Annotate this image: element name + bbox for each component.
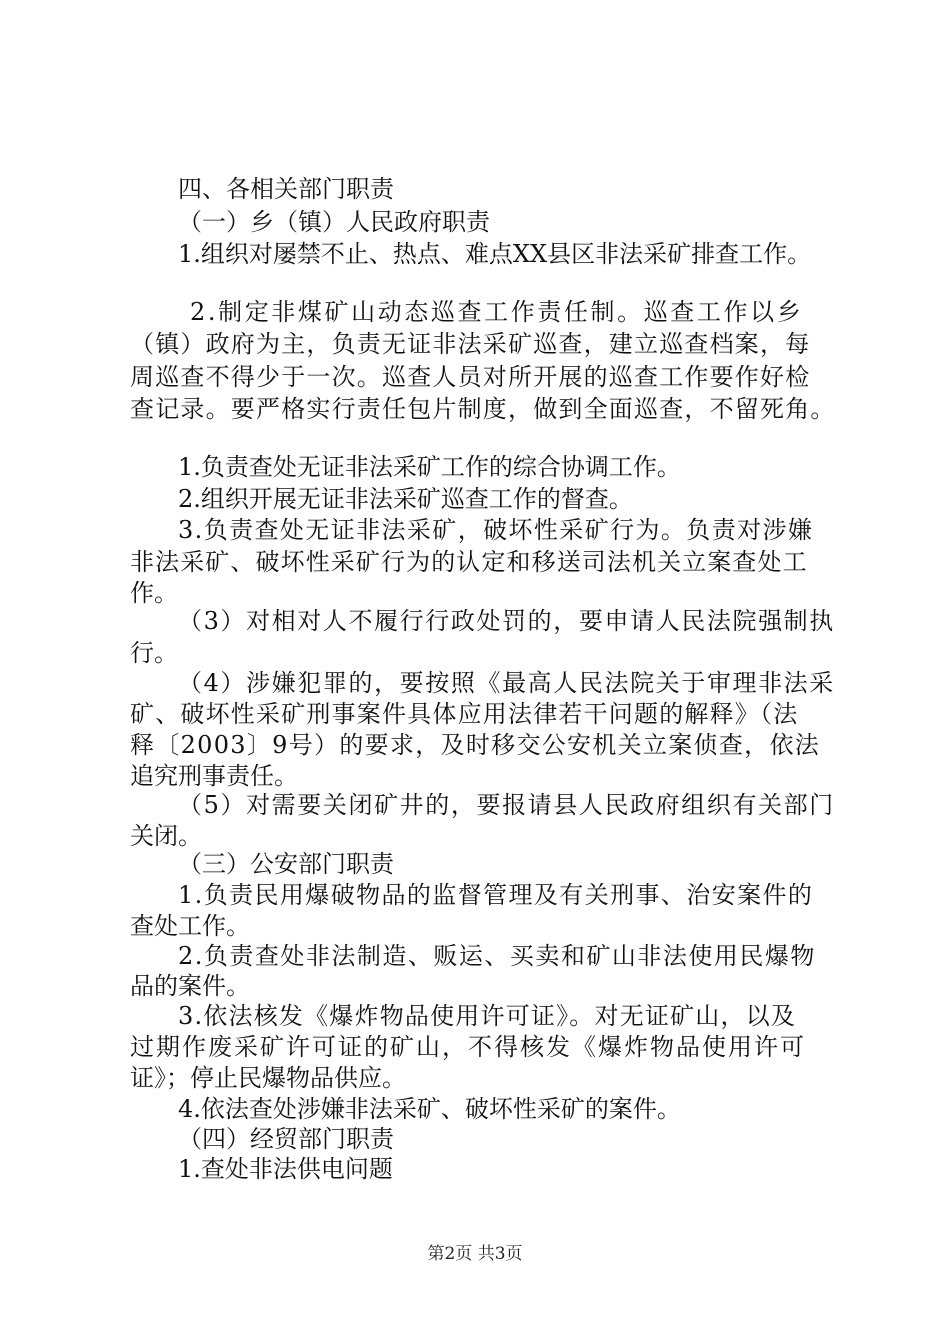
paragraph-line: 证》；停止民爆物品供应。 xyxy=(130,1064,406,1092)
page-number-footer: 第2页 共3页 xyxy=(427,1244,523,1264)
subsection-heading: （一）乡（镇）人民政府职责 xyxy=(178,208,490,236)
paragraph-line: 行。 xyxy=(130,639,178,667)
paragraph-line: （4）涉嫌犯罪的，要按照《最高人民法院关于审理非法采 xyxy=(178,669,835,697)
paragraph-line: 释〔2003〕9号）的要求，及时移交公安机关立案侦查，依法 xyxy=(130,731,821,759)
paragraph-line: 查记录。要严格实行责任包片制度，做到全面巡查，不留死角。 xyxy=(130,395,836,423)
paragraph-line: 过期作废采矿许可证的矿山，不得核发《爆炸物品使用许可 xyxy=(130,1033,806,1061)
paragraph-line: （5）对需要关闭矿井的，要报请县人民政府组织有关部门 xyxy=(178,791,835,819)
paragraph-line: 1.组织对屡禁不止、热点、难点XX县区非法采矿排查工作。 xyxy=(178,240,812,268)
paragraph-line: 2.组织开展无证非法采矿巡查工作的督查。 xyxy=(178,485,633,513)
paragraph-line: 非法采矿、破坏性采矿行为的认定和移送司法机关立案查处工 xyxy=(130,548,808,576)
paragraph-line: 矿、破坏性采矿刑事案件具体应用法律若干问题的解释》（法 xyxy=(130,700,799,728)
paragraph-line: 关闭。 xyxy=(130,822,202,850)
subsection-heading: （四）经贸部门职责 xyxy=(178,1125,394,1153)
paragraph-line: 2.负责查处非法制造、贩运、买卖和矿山非法使用民爆物 xyxy=(178,942,816,970)
paragraph-line: （镇）政府为主，负责无证非法采矿巡查，建立巡查档案，每 xyxy=(130,330,811,358)
paragraph-line: 查处工作。 xyxy=(130,912,250,940)
paragraph-line: 3.负责查处无证非法采矿，破坏性采矿行为。负责对涉嫌 xyxy=(178,516,814,544)
paragraph-line: 1.查处非法供电问题 xyxy=(178,1155,393,1183)
paragraph-line: 1.负责民用爆破物品的监督管理及有关刑事、治安案件的 xyxy=(178,881,814,909)
paragraph-line: 2.制定非煤矿山动态巡查工作责任制。巡查工作以乡 xyxy=(190,298,804,326)
paragraph-line: 3.依法核发《爆炸物品使用许可证》。对无证矿山，以及 xyxy=(178,1002,797,1030)
paragraph-line: 追究刑事责任。 xyxy=(130,762,298,790)
subsection-heading: （三）公安部门职责 xyxy=(178,850,394,878)
paragraph-line: 4.依法查处涉嫌非法采矿、破坏性采矿的案件。 xyxy=(178,1095,681,1123)
paragraph-line: 品的案件。 xyxy=(130,972,250,1000)
section-heading: 四、各相关部门职责 xyxy=(178,175,394,203)
paragraph-line: 周巡查不得少于一次。巡查人员对所开展的巡查工作要作好检 xyxy=(130,363,811,391)
paragraph-line: 作。 xyxy=(130,579,178,607)
paragraph-line: 1.负责查处无证非法采矿工作的综合协调工作。 xyxy=(178,453,681,481)
paragraph-line: （3）对相对人不履行行政处罚的，要申请人民法院强制执 xyxy=(178,607,835,635)
